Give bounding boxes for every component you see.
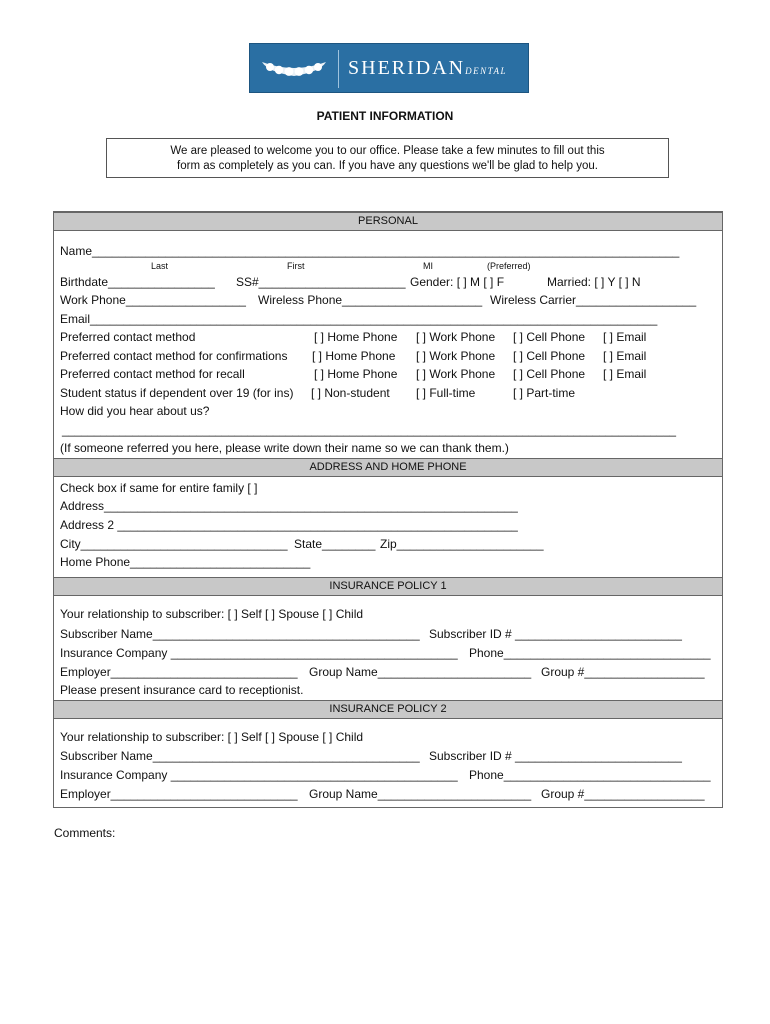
ins1-employer-field[interactable]: Employer____________________________ bbox=[60, 665, 298, 679]
ins1-group-number-field[interactable]: Group #__________________ bbox=[541, 665, 705, 679]
recall-home-checkbox[interactable]: [ ] Home Phone bbox=[314, 367, 398, 381]
ins2-group-name-field[interactable]: Group Name_______________________ bbox=[309, 787, 532, 801]
address-field[interactable]: Address______________________________________________________________ bbox=[60, 499, 518, 513]
ins2-subscriber-id-field[interactable]: Subscriber ID # _________________________ bbox=[429, 749, 682, 763]
contact-method-label: Preferred contact method bbox=[60, 330, 196, 344]
ins1-relationship-checkboxes[interactable]: Your relationship to subscriber: [ ] Self [ ] Spouse [ ] Child bbox=[60, 607, 364, 621]
contact-email-checkbox[interactable]: [ ] Email bbox=[603, 330, 647, 344]
city-field[interactable]: City_______________________________ bbox=[60, 537, 288, 551]
recall-method-label: Preferred contact method for recall bbox=[60, 367, 245, 381]
patient-form bbox=[53, 211, 723, 808]
name-field[interactable]: Name________________________________________________________________________________________ bbox=[60, 244, 680, 258]
gender-field[interactable]: Gender: [ ] M [ ] F bbox=[410, 275, 505, 289]
name-sub-preferred: (Preferred) bbox=[487, 261, 531, 271]
ins1-phone-field[interactable]: Phone_______________________________ bbox=[469, 646, 711, 660]
birthdate-field[interactable]: Birthdate________________ bbox=[60, 275, 215, 289]
work-phone-field[interactable]: Work Phone__________________ bbox=[60, 293, 246, 307]
ss-field[interactable]: SS#______________________ bbox=[236, 275, 406, 289]
ins2-company-field[interactable]: Insurance Company ___________________________________________ bbox=[60, 768, 458, 782]
recall-cell-checkbox[interactable]: [ ] Cell Phone bbox=[513, 367, 586, 381]
confirm-method-label: Preferred contact method for confirmations bbox=[60, 349, 288, 363]
ins2-group-number-field[interactable]: Group #__________________ bbox=[541, 787, 705, 801]
ins2-employer-field[interactable]: Employer____________________________ bbox=[60, 787, 298, 801]
nonstudent-checkbox[interactable]: [ ] Non-student bbox=[311, 386, 390, 400]
comments-label: Comments: bbox=[54, 826, 116, 840]
logo-text bbox=[348, 57, 507, 80]
ins1-present-card-note: Please present insurance card to receptionist. bbox=[60, 683, 304, 697]
home-phone-field[interactable]: Home Phone___________________________ bbox=[60, 555, 311, 569]
ins1-subscriber-name-field[interactable]: Subscriber Name________________________________________ bbox=[60, 627, 420, 641]
logo-divider bbox=[338, 50, 339, 88]
page-title: PATIENT INFORMATION bbox=[316, 109, 454, 123]
ins2-subscriber-name-field[interactable]: Subscriber Name________________________________________ bbox=[60, 749, 420, 763]
ins2-relationship-checkboxes[interactable]: Your relationship to subscriber: [ ] Self [ ] Spouse [ ] Child bbox=[60, 730, 364, 744]
parttime-checkbox[interactable]: [ ] Part-time bbox=[513, 386, 576, 400]
recall-work-checkbox[interactable]: [ ] Work Phone bbox=[416, 367, 496, 381]
hear-about-label: How did you hear about us? bbox=[60, 404, 210, 418]
married-field[interactable]: Married: [ ] Y [ ] N bbox=[547, 275, 641, 289]
welcome-box bbox=[106, 138, 669, 178]
personal-header: PERSONAL bbox=[54, 212, 722, 231]
contact-cell-checkbox[interactable]: [ ] Cell Phone bbox=[513, 330, 586, 344]
logo-name: SHERIDAN bbox=[348, 57, 466, 79]
welcome-line-2: form as completely as you can. If you have any questions we'll be glad to help you. bbox=[177, 160, 598, 172]
fulltime-checkbox[interactable]: [ ] Full-time bbox=[416, 386, 476, 400]
zip-field[interactable]: Zip______________________ bbox=[380, 537, 544, 551]
logo-sub: DENTAL bbox=[465, 66, 507, 76]
email-field[interactable]: Email_____________________________________________________________________________________ bbox=[60, 312, 658, 326]
recall-email-checkbox[interactable]: [ ] Email bbox=[603, 367, 647, 381]
referred-note: (If someone referred you here, please write down their name so we can thank them.) bbox=[60, 441, 509, 455]
hear-about-field[interactable]: ________________________________________________________________________________________________ bbox=[62, 425, 676, 437]
ins2-phone-field[interactable]: Phone_______________________________ bbox=[469, 768, 711, 782]
address-header: ADDRESS AND HOME PHONE bbox=[54, 458, 722, 477]
welcome-line-1: We are pleased to welcome you to our office. Please take a few minutes to fill out this bbox=[170, 145, 605, 157]
confirm-home-checkbox[interactable]: [ ] Home Phone bbox=[312, 349, 396, 363]
ins1-group-name-field[interactable]: Group Name_______________________ bbox=[309, 665, 532, 679]
contact-work-checkbox[interactable]: [ ] Work Phone bbox=[416, 330, 496, 344]
wireless-carrier-field[interactable]: Wireless Carrier__________________ bbox=[490, 293, 697, 307]
wireless-phone-field[interactable]: Wireless Phone_____________________ bbox=[258, 293, 483, 307]
address2-field[interactable]: Address 2 ____________________________________________________________ bbox=[60, 518, 518, 532]
ins1-company-field[interactable]: Insurance Company ___________________________________________ bbox=[60, 646, 458, 660]
state-field[interactable]: State________ bbox=[294, 537, 376, 551]
confirm-work-checkbox[interactable]: [ ] Work Phone bbox=[416, 349, 496, 363]
same-family-checkbox[interactable]: Check box if same for entire family [ ] bbox=[60, 481, 258, 495]
name-sub-last: Last bbox=[151, 261, 169, 271]
name-sub-mi: MI bbox=[423, 261, 433, 271]
insurance2-header: INSURANCE POLICY 2 bbox=[54, 700, 722, 719]
contact-home-checkbox[interactable]: [ ] Home Phone bbox=[314, 330, 398, 344]
confirm-email-checkbox[interactable]: [ ] Email bbox=[603, 349, 647, 363]
sheridan-dental-logo bbox=[249, 43, 529, 93]
teeth-logo-icon bbox=[260, 56, 328, 80]
insurance1-header: INSURANCE POLICY 1 bbox=[54, 577, 722, 596]
student-status-label: Student status if dependent over 19 (for ins) bbox=[60, 386, 294, 400]
confirm-cell-checkbox[interactable]: [ ] Cell Phone bbox=[513, 349, 586, 363]
ins1-subscriber-id-field[interactable]: Subscriber ID # _________________________ bbox=[429, 627, 682, 641]
name-sub-first: First bbox=[287, 261, 305, 271]
